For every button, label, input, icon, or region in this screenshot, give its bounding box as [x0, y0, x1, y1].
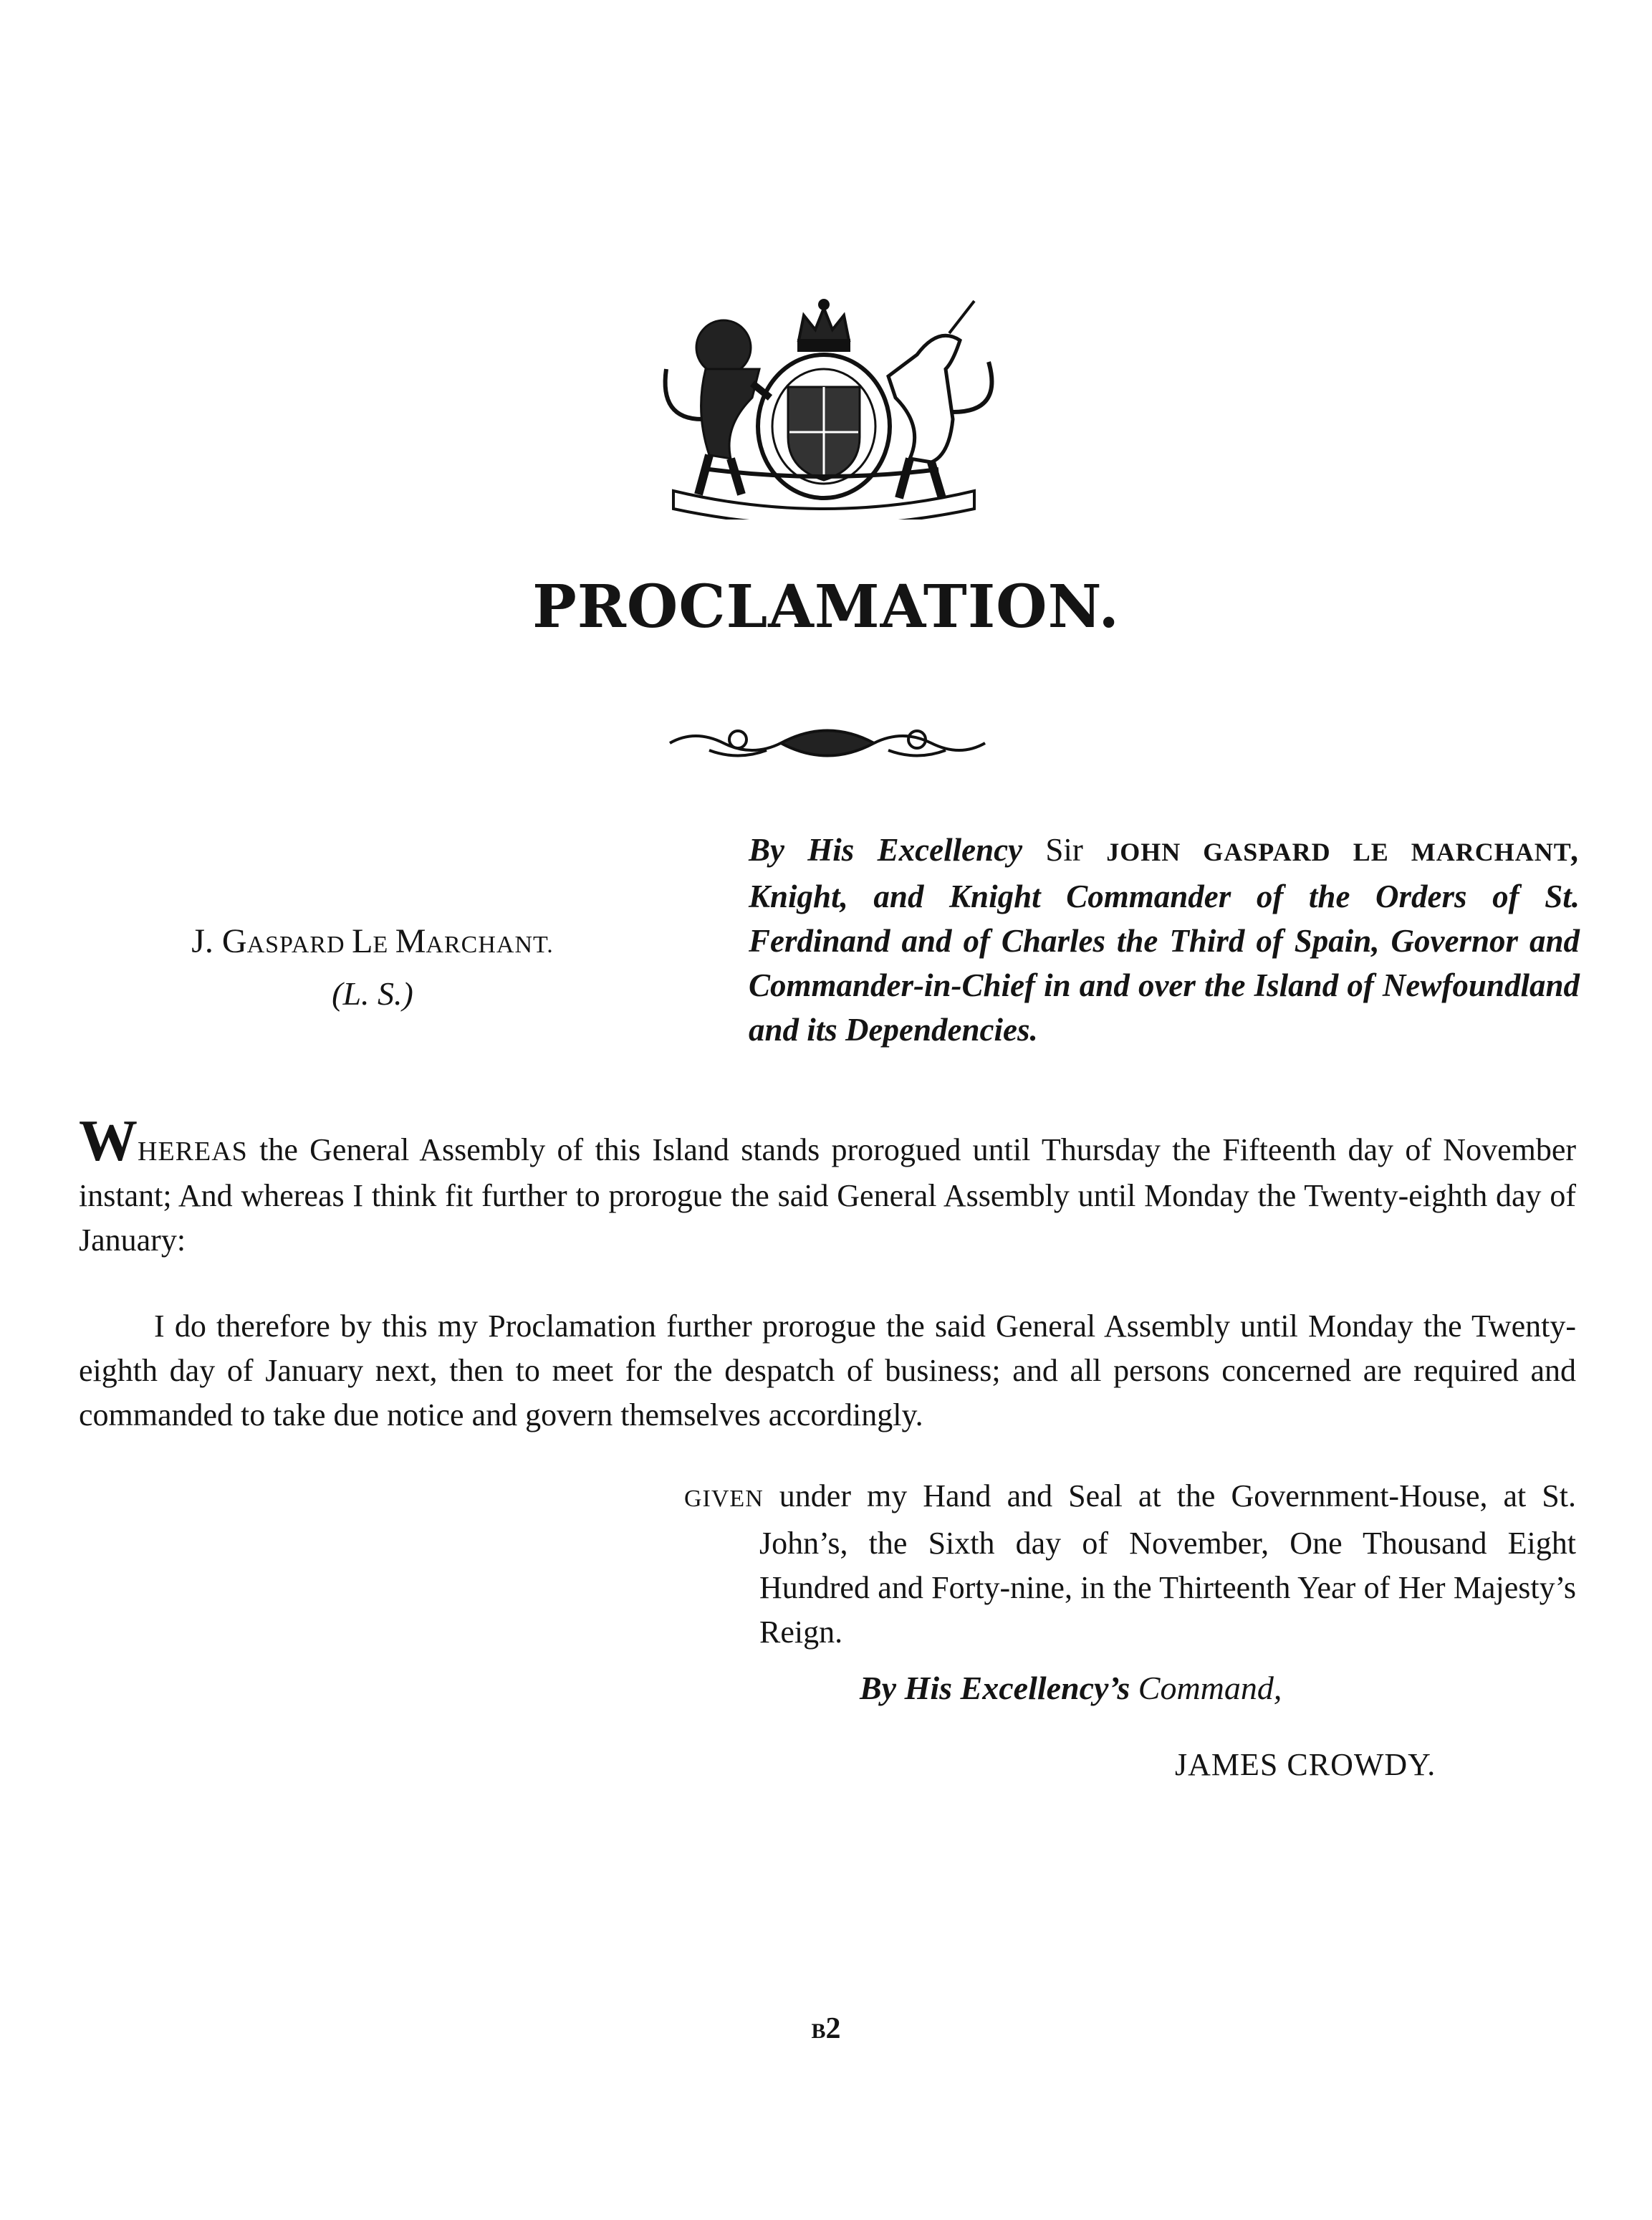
given-text: under my Hand and Seal at the Government-House, at St. John’s, the Sixth day of November, One Thousand Eight Hundred and Forty-nine, in the Thirteenth Year of Her Majesty’s Reign.: [759, 1478, 1576, 1650]
command-line: [860, 1666, 1433, 1711]
page-folio: B2: [811, 2012, 841, 2045]
intro-rest: , Knight, and Knight Commander of the Orders of St. Ferdinand and of Charles the Third of Spain, Governor and Commander-in-Chief in and over the Island of Newfoundland and its Dependencies.: [749, 832, 1580, 1048]
whereas-text: the General Assembly of this Island stands prorogued until Thursday the Fifteenth day of November instant; And whereas I think fit further to prorogue the said General Assembly until Monday the Twenty-eighth day of January:: [79, 1132, 1576, 1258]
drop-cap: W: [79, 1108, 138, 1173]
command-by: By His Excellency’s: [860, 1670, 1130, 1706]
royal-coat-of-arms-icon: [616, 290, 1032, 520]
decorative-scroll-rule-icon: [666, 718, 989, 768]
intro-by: By His Excellency: [749, 832, 1023, 868]
command-word: Command,: [1130, 1670, 1282, 1706]
signer-block: [107, 919, 638, 1016]
page-title: PROCLAMATION.: [532, 573, 1120, 641]
seal-mark: (L. S.): [332, 975, 413, 1012]
secretary-signature: JAMES CROWDY.: [1175, 1747, 1436, 1782]
intro-name: JOHN GASPARD LE MARCHANT: [1106, 838, 1572, 866]
signer-name: J. GASPARD LE MARCHANT.: [191, 922, 554, 960]
intro-sir: Sir: [1022, 832, 1107, 868]
whereas-caps: HEREAS: [138, 1137, 248, 1167]
paragraph-prorogue: I do therefore by this my Proclamation further prorogue the said General Assembly until Monday the Twenty-eighth day of January next, then to meet for the despatch of business; and all persons concerned are required and commanded to take due notice and govern themselves accordingly.: [79, 1308, 1576, 1432]
crown-icon: [799, 300, 849, 350]
given-clause: [684, 1474, 1576, 1655]
paragraph-whereas: [79, 1108, 1576, 1263]
governor-style-block: [749, 828, 1580, 1052]
given-lead: GIVEN: [684, 1485, 764, 1512]
unicorn-supporter-icon: [888, 301, 991, 498]
